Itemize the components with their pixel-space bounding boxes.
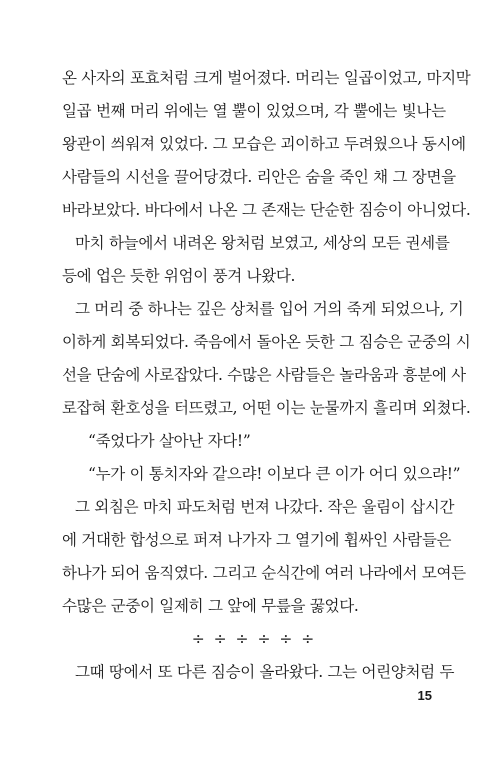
- text-line: 로잡혀 환호성을 터뜨렸고, 어떤 이는 눈물까지 흘리며 외쳤다.: [62, 399, 471, 417]
- text-line: 온 사자의 포효처럼 크게 벌어졌다. 머리는 일곱이었고, 마지막: [62, 69, 471, 87]
- dialogue-line: “죽었다가 살아난 자다!”: [88, 432, 251, 450]
- text-line: 일곱 번째 머리 위에는 열 뿔이 있었으며, 각 뿔에는 빛나는: [62, 102, 446, 120]
- text-line: 그 외침은 마치 파도처럼 번져 나갔다. 작은 울림이 삽시간: [75, 498, 455, 516]
- text-line: 그때 땅에서 또 다른 짐승이 올라왔다. 그는 어린양처럼 두: [75, 663, 455, 681]
- dialogue-line: “누가 이 통치자와 같으랴! 이보다 큰 이가 어디 있으랴!”: [88, 465, 461, 483]
- text-line: 이하게 회복되었다. 죽음에서 돌아온 듯한 그 짐승은 군중의 시: [62, 333, 471, 351]
- text-line: 수많은 군중이 일제히 그 앞에 무릎을 꿇었다.: [62, 597, 359, 615]
- text-line: 바라보았다. 바다에서 나온 그 존재는 단순한 짐승이 아니었다.: [62, 201, 471, 219]
- text-line: 사람들의 시선을 끌어당겼다. 리안은 숨을 죽인 채 그 장면을: [62, 168, 456, 186]
- text-line: 에 거대한 합성으로 퍼져 나가자 그 열기에 휩싸인 사람들은: [62, 531, 452, 549]
- text-line: 왕관이 씌워져 있었다. 그 모습은 괴이하고 두려웠으나 동시에: [62, 135, 466, 153]
- text-line: 그 머리 중 하나는 깊은 상처를 입어 거의 죽게 되었으나, 기: [75, 300, 464, 318]
- text-line: 마치 하늘에서 내려온 왕처럼 보였고, 세상의 모든 권세를: [75, 234, 450, 252]
- section-divider: ÷ ÷ ÷ ÷ ÷ ÷: [191, 630, 317, 648]
- text-line: 선을 단숨에 사로잡았다. 수많은 사람들은 놀라움과 흥분에 사: [62, 366, 466, 384]
- text-line: 등에 업은 듯한 위엄이 풍겨 나왔다.: [62, 267, 296, 285]
- text-line: 하나가 되어 움직였다. 그리고 순식간에 여러 나라에서 모여든: [62, 564, 466, 582]
- page-number: 15: [417, 688, 432, 703]
